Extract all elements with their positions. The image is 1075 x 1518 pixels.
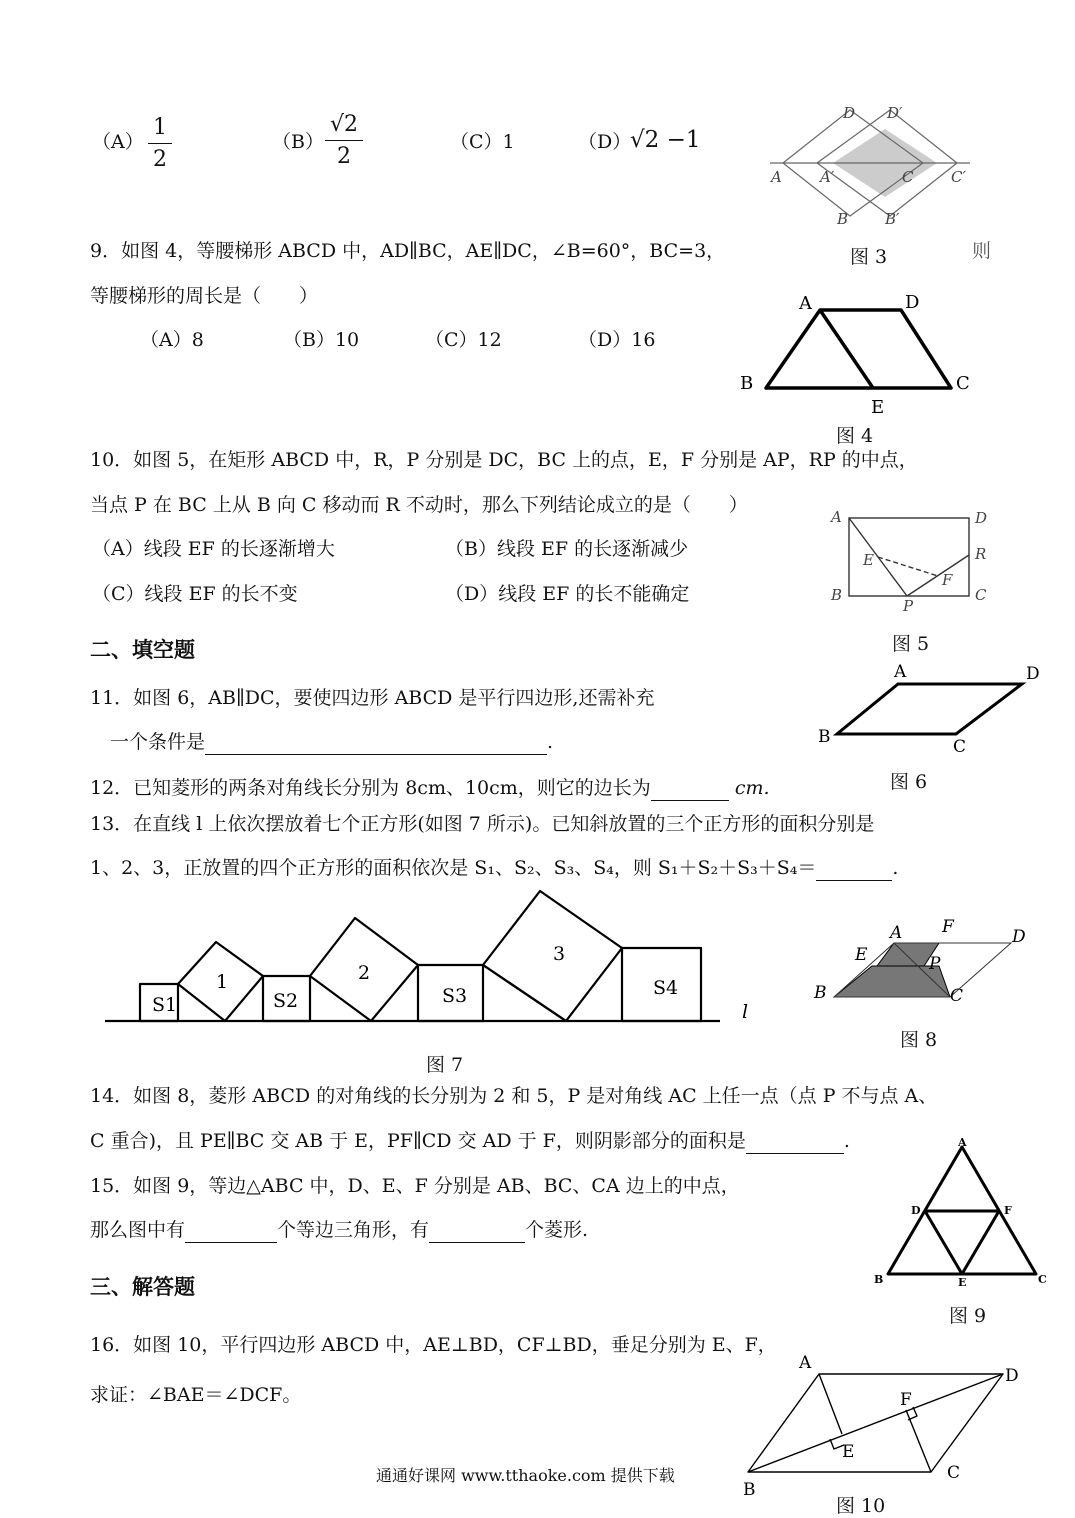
numerator: √2 (329, 112, 358, 137)
q14-answer-blank[interactable] (746, 1134, 844, 1154)
fig9-label-E: E (958, 1276, 967, 1289)
fig10-label-E: E (842, 1442, 855, 1462)
fig3-label-D: D (843, 104, 856, 122)
q8-option-d-value: √2 −1 (630, 127, 701, 153)
fig10-caption: 图 10 (836, 1495, 886, 1517)
fig4-label-A: A (799, 293, 812, 314)
q9-option-d: （D）16 (578, 329, 656, 351)
q15-line2-mid: 个等边三角形，有 (277, 1219, 430, 1241)
figure-4 (735, 290, 980, 420)
fig8-label-F: F (942, 917, 954, 937)
fig7-label-S2: S2 (273, 990, 299, 1012)
fig8-label-E: E (855, 945, 868, 965)
fig8-label-B: B (814, 983, 827, 1003)
figure-10 (735, 1350, 1025, 1500)
fig3-label-C-prime: C′ (951, 168, 966, 186)
figure-5 (825, 505, 995, 615)
section-heading-answer: 三、解答题 (90, 1274, 195, 1299)
q10-line2: 当点 P 在 BC 上从 B 向 C 移动而 R 不动时，那么下列结论成立的是（ ） (90, 494, 748, 516)
q10-option-b: （B）线段 EF 的长逐渐减少 (445, 538, 689, 560)
fig3-caption: 图 3 (850, 246, 888, 268)
q11-answer-blank[interactable] (205, 735, 547, 755)
q11-line2 (110, 733, 553, 755)
q15-line1: 15．如图 9，等边△ABC 中，D、E、F 分别是 AB、BC、CA 边上的中点， (90, 1175, 740, 1197)
q8-option-b-label: （B） (272, 131, 324, 153)
q16-line2: 求证：∠BAE＝∠DCF。 (90, 1384, 302, 1406)
q9-option-b: （B）10 (283, 329, 360, 351)
q12-pre: 12．已知菱形的两条对角线长分别为 8cm、10cm，则它的边长为 (90, 777, 651, 799)
q13-line2 (90, 859, 898, 881)
section-heading-fill-in: 二、填空题 (90, 637, 195, 662)
fig8-label-P: P (929, 954, 941, 974)
fig10-label-F: F (900, 1390, 912, 1410)
fig6-label-C: C (953, 737, 967, 757)
q15-line2-post: 个菱形. (525, 1219, 589, 1241)
fig7-caption: 图 7 (426, 1054, 464, 1076)
fig5-label-B: B (831, 586, 843, 604)
q10-option-a: （A）线段 EF 的长逐渐增大 (92, 538, 335, 560)
figure-7 (100, 885, 765, 1035)
fig7-label-2: 2 (358, 962, 371, 984)
fig3-label-D-prime: D′ (887, 104, 903, 122)
fig5-label-E: E (863, 551, 874, 569)
fig7-label-S3: S3 (442, 985, 468, 1007)
fig10-label-D: D (1005, 1366, 1019, 1386)
q10-option-d: （D）线段 EF 的长不能确定 (445, 583, 690, 605)
figure-3 (765, 100, 975, 230)
q15-blank-2[interactable] (429, 1223, 525, 1243)
q11-line2-pre: 一个条件是 (110, 731, 206, 753)
fig9-label-F: F (1004, 1204, 1012, 1217)
fig3-label-A: A (771, 168, 782, 186)
q15-blank-1[interactable] (185, 1223, 277, 1243)
q13-line2-end: . (892, 857, 899, 879)
q12-answer-blank[interactable] (651, 781, 729, 801)
fig7-label-l: l (742, 1001, 749, 1023)
fig8-label-D: D (1012, 927, 1026, 947)
fig3-label-B: B (837, 210, 849, 228)
q8-option-d-label: （D） (578, 131, 632, 153)
fig10-label-B: B (743, 1480, 756, 1500)
q13-line2-text: 1、2、3，正放置的四个正方形的面积依次是 S₁、S₂、S₃、S₄，则 S₁＋S₂＋S₃＋S₄＝ (90, 857, 817, 879)
fig7-label-1: 1 (216, 971, 229, 993)
q10-line1: 10．如图 5，在矩形 ABCD 中，R，P 分别是 DC，BC 上的点，E，F 分别是 AP，RP 的中点， (90, 449, 918, 471)
q8-option-b-fraction (325, 112, 363, 169)
q9-line2: 等腰梯形的周长是（ ） (90, 285, 319, 307)
denominator: 2 (337, 144, 351, 169)
fig7-label-S1: S1 (152, 994, 178, 1016)
footer-credit: 通通好课网 www.tthaoke.com 提供下载 (376, 1466, 675, 1485)
fig4-label-E: E (871, 397, 885, 418)
fig5-label-P: P (903, 597, 914, 615)
fig8-label-C: C (950, 986, 964, 1006)
fig9-label-A: A (958, 1136, 967, 1149)
q9-line1: 9．如图 4，等腰梯形 ABCD 中，AD∥BC，AE∥DC，∠B=60°，BC=3， (90, 240, 726, 262)
q16-line1: 16．如图 10，平行四边形 ABCD 中，AE⊥BD，CF⊥BD，垂足分别为 E、F， (90, 1334, 777, 1356)
fig4-label-C: C (956, 373, 970, 394)
q8-option-a-label: （A） (92, 131, 144, 153)
q10-option-c: （C）线段 EF 的长不变 (92, 583, 298, 605)
figure-6 (810, 660, 1050, 760)
numerator: 1 (153, 115, 167, 140)
q12-line (90, 779, 770, 801)
q8-option-c: （C）1 (450, 131, 515, 153)
fig5-label-D: D (975, 509, 988, 527)
q14-line2-post: . (843, 1130, 850, 1152)
q14-line2 (90, 1132, 850, 1154)
fig10-label-A: A (799, 1353, 812, 1373)
fig6-caption: 图 6 (890, 771, 928, 793)
q14-line1: 14．如图 8，菱形 ABCD 的对角线的长分别为 2 和 5，P 是对角线 AC 上任一点（点 P 不与点 A、 (90, 1085, 938, 1107)
denominator: 2 (153, 147, 167, 172)
fig4-caption: 图 4 (836, 425, 874, 447)
q15-line2 (90, 1221, 588, 1243)
q12-post: cm. (734, 777, 770, 799)
fig6-label-A: A (894, 662, 907, 682)
fig5-label-R: R (975, 545, 987, 563)
fig5-caption: 图 5 (892, 633, 930, 655)
fig4-label-B: B (740, 373, 754, 394)
fig4-label-D: D (905, 292, 920, 313)
fig9-label-C: C (1038, 1273, 1047, 1286)
q13-answer-blank[interactable] (816, 861, 892, 881)
fig5-label-F: F (942, 571, 953, 589)
fig3-label-B-prime: B′ (885, 210, 900, 228)
fig9-label-D: D (911, 1204, 921, 1217)
fig8-caption: 图 8 (900, 1029, 938, 1051)
fig9-label-B: B (874, 1273, 884, 1286)
figure-9 (868, 1135, 1053, 1295)
fig5-label-A: A (831, 508, 842, 526)
q9-option-c: （C）12 (425, 329, 502, 351)
fig6-label-D: D (1026, 664, 1040, 684)
fig8-label-A: A (890, 923, 903, 943)
q15-line2-pre: 那么图中有 (90, 1219, 186, 1241)
q14-line2-pre: C 重合)，且 PE∥BC 交 AB 于 E，PF∥CD 交 AD 于 F，则阴影部分的面积是 (90, 1130, 746, 1152)
fig7-label-S4: S4 (653, 977, 679, 999)
fig9-caption: 图 9 (949, 1305, 987, 1327)
q11-line1: 11．如图 6，AB∥DC，要使四边形 ABCD 是平行四边形,还需补充 (90, 687, 655, 709)
fig10-label-C: C (947, 1463, 961, 1483)
fig5-label-C: C (975, 586, 987, 604)
fig3-label-C: C (902, 168, 914, 186)
figure-8 (808, 912, 1038, 1012)
q9-option-a: （A）8 (140, 329, 204, 351)
q8-option-a-fraction (148, 115, 172, 172)
fig3-label-A-prime: A′ (820, 168, 835, 186)
fig7-label-3: 3 (553, 943, 566, 965)
q13-line1: 13．在直线 l 上依次摆放着七个正方形(如图 7 所示)。已知斜放置的三个正方形的面积分别是 (90, 813, 875, 835)
fig6-label-B: B (818, 727, 831, 747)
stray-char: 则 (972, 240, 992, 262)
q11-line2-post: . (547, 731, 554, 753)
